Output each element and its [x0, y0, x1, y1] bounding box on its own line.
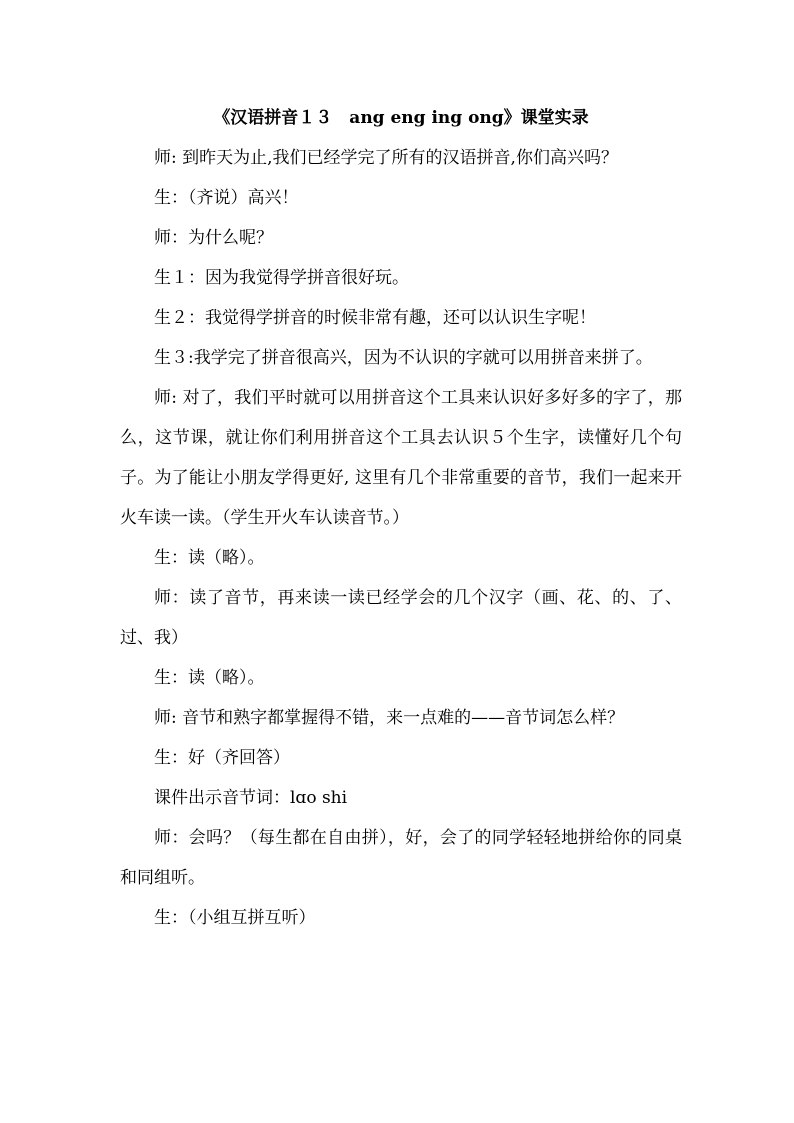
paragraph-student-ok: 生：好（齐回答）: [154, 748, 290, 768]
paragraph-courseware: 课件出示音节词：lɑo shi: [154, 788, 348, 808]
paragraph-teacher-hanzi: 师：读了音节，再来读一读已经学会的几个汉字（画、花、的、了、过、我）: [120, 588, 682, 648]
paragraph-student3: 生３:我学完了拼音很高兴，因为不认识的字就可以用拼音来拼了。: [154, 348, 653, 368]
paragraph-student1: 生１：因为我觉得学拼音很好玩。: [154, 268, 409, 288]
paragraph-teacher-pairs: 师：会吗？（每生都在自由拼），好，会了的同学轻轻地拼给你的同桌和同组听。: [120, 828, 682, 888]
paragraph-students-reply: 生：（齐说）高兴！: [154, 188, 299, 208]
paragraph-teacher-why: 师：为什么呢？: [154, 228, 273, 248]
paragraph-teacher-words: 师: 音节和熟字都掌握得不错，来一点难的——音节词怎么样？: [154, 708, 625, 728]
paragraph-teacher-tool: 师: 对了，我们平时就可以用拼音这个工具来认识好多好多的字了，那么，这节课，就让你们利用拼音这个工具去认识５个生字，读懂好几个句子。为了能让小朋友学得更好, 这里有几个非常重要的音节，我们一起来开火车读一读。（学生开火车认读音节。）: [120, 388, 682, 528]
paragraph-student-read-2: 生：读（略）。: [154, 668, 265, 688]
paragraph-teacher-intro: 师: 到昨天为止,我们已经学完了所有的汉语拼音,你们高兴吗？: [154, 148, 618, 168]
paragraph-student2: 生２：我觉得学拼音的时候非常有趣，还可以认识生字呢！: [154, 308, 596, 328]
paragraph-student-read-1: 生：读（略）。: [154, 548, 265, 568]
paragraph-student-groups: 生：（小组互拼互听）: [154, 908, 316, 928]
document-title: 《汉语拼音１３ ang eng ing ong》课堂实录: [213, 108, 589, 128]
